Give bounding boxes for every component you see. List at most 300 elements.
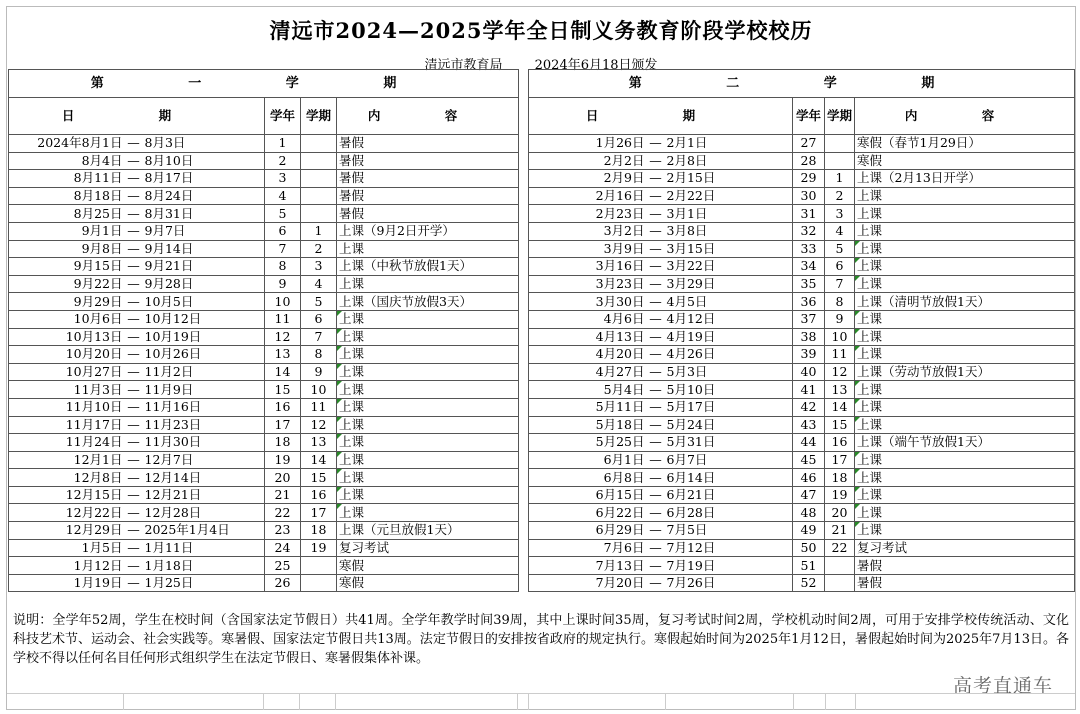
date-dash: — — [125, 275, 143, 293]
date-start: 11月10日 — [9, 398, 125, 416]
date-start: 3月30日 — [529, 293, 647, 311]
date-dash: — — [125, 486, 143, 504]
date-start: 9月29日 — [9, 293, 125, 311]
content-cell: 上课（国庆节放假3天） — [337, 293, 519, 311]
content-cell: 上课（2月13日开学） — [855, 170, 1075, 188]
date-start: 2024年8月1日 — [9, 135, 125, 153]
date-start: 2月9日 — [529, 170, 647, 188]
date-start: 5月18日 — [529, 416, 647, 434]
date-start: 4月13日 — [529, 328, 647, 346]
week-of-year: 51 — [793, 557, 825, 575]
week-of-term: 1 — [301, 222, 337, 240]
date-dash: — — [125, 293, 143, 311]
table-row — [9, 222, 519, 240]
date-start: 9月1日 — [9, 222, 125, 240]
week-of-term: 19 — [301, 539, 337, 557]
content-cell: 上课（元旦放假1天） — [337, 522, 519, 540]
date-dash: — — [125, 258, 143, 276]
date-end: 8月24日 — [143, 187, 265, 205]
table-row — [9, 258, 519, 276]
date-end: 7月5日 — [665, 522, 793, 540]
week-of-year: 7 — [265, 240, 301, 258]
date-end: 11月23日 — [143, 416, 265, 434]
date-start: 10月20日 — [9, 346, 125, 364]
week-of-year: 33 — [793, 240, 825, 258]
date-end: 12月28日 — [143, 504, 265, 522]
table-row — [9, 293, 519, 311]
content-cell: 上课 — [337, 486, 519, 504]
date-end: 4月12日 — [665, 310, 793, 328]
week-of-year: 22 — [265, 504, 301, 522]
date-dash: — — [647, 416, 665, 434]
date-dash: — — [125, 434, 143, 452]
explanation-note: 说明：全学年52周，学生在校时间（含国家法定节假日）共41周。全学年教学时间39周，其中上课时间35周，复习考试时间2周，学校机动时间2周，可用于安排学校传统活动、文化科技艺术节、运动会、社会实践等。寒暑假、国家法定节假日共13周。法定节假日的安排按省政府的规定执行。寒假起始时间为2025年1月12日，暑假起始时间为2025年7月13日。各学校不得以任何名目任何形式组织学生在法定节假日、寒暑假集体补课。 — [13, 613, 1069, 666]
date-end: 5月24日 — [665, 416, 793, 434]
content-cell: 上课 — [337, 451, 519, 469]
table-row — [529, 187, 1075, 205]
week-of-term: 20 — [825, 504, 855, 522]
date-start: 9月22日 — [9, 275, 125, 293]
date-end: 10月12日 — [143, 310, 265, 328]
week-of-term — [825, 135, 855, 153]
semester-2-table — [528, 69, 1075, 592]
date-end: 10月19日 — [143, 328, 265, 346]
table-row — [9, 187, 519, 205]
date-start: 6月15日 — [529, 486, 647, 504]
date-start: 12月22日 — [9, 504, 125, 522]
content-cell: 上课 — [337, 381, 519, 399]
date-end: 7月19日 — [665, 557, 793, 575]
date-end: 9月7日 — [143, 222, 265, 240]
week-of-term: 7 — [301, 328, 337, 346]
week-of-term: 12 — [825, 363, 855, 381]
date-dash: — — [125, 310, 143, 328]
week-of-term: 21 — [825, 522, 855, 540]
date-end: 2月8日 — [665, 152, 793, 170]
date-end: 6月7日 — [665, 451, 793, 469]
date-dash: — — [647, 293, 665, 311]
date-start: 6月29日 — [529, 522, 647, 540]
date-start: 3月16日 — [529, 258, 647, 276]
week-of-term: 3 — [825, 205, 855, 223]
week-of-year: 4 — [265, 187, 301, 205]
week-of-term: 6 — [825, 258, 855, 276]
date-start: 6月8日 — [529, 469, 647, 487]
content-cell: 上课 — [855, 451, 1075, 469]
week-of-year: 21 — [265, 486, 301, 504]
table-row — [529, 398, 1075, 416]
date-end: 12月7日 — [143, 451, 265, 469]
week-of-term: 5 — [301, 293, 337, 311]
table-row — [529, 522, 1075, 540]
week-of-year: 30 — [793, 187, 825, 205]
week-of-year: 29 — [793, 170, 825, 188]
content-cell: 上课 — [337, 416, 519, 434]
date-end: 12月21日 — [143, 486, 265, 504]
week-of-term: 15 — [301, 469, 337, 487]
date-start: 9月15日 — [9, 258, 125, 276]
date-end: 6月14日 — [665, 469, 793, 487]
week-of-term: 4 — [301, 275, 337, 293]
date-end: 5月17日 — [665, 398, 793, 416]
week-of-term: 9 — [825, 310, 855, 328]
table-row — [529, 469, 1075, 487]
date-dash: — — [647, 170, 665, 188]
date-start: 12月1日 — [9, 451, 125, 469]
week-of-year: 48 — [793, 504, 825, 522]
table-row — [529, 258, 1075, 276]
date-end: 2月1日 — [665, 135, 793, 153]
date-start: 10月6日 — [9, 310, 125, 328]
week-of-year: 1 — [265, 135, 301, 153]
date-end: 9月21日 — [143, 258, 265, 276]
date-end: 9月28日 — [143, 275, 265, 293]
date-end: 3月1日 — [665, 205, 793, 223]
content-cell: 上课 — [337, 398, 519, 416]
week-of-term: 17 — [825, 451, 855, 469]
table-row — [9, 240, 519, 258]
date-end: 5月10日 — [665, 381, 793, 399]
table-row — [9, 328, 519, 346]
table-row — [9, 539, 519, 557]
table-row — [9, 398, 519, 416]
date-start: 5月11日 — [529, 398, 647, 416]
date-end: 3月15日 — [665, 240, 793, 258]
header-content: 内 容 — [337, 98, 519, 135]
content-cell: 上课 — [855, 398, 1075, 416]
date-end: 2月22日 — [665, 187, 793, 205]
week-of-year: 39 — [793, 346, 825, 364]
content-cell: 暑假 — [337, 152, 519, 170]
week-of-year: 5 — [265, 205, 301, 223]
date-end: 6月21日 — [665, 486, 793, 504]
date-start: 12月8日 — [9, 469, 125, 487]
date-dash: — — [125, 187, 143, 205]
content-cell: 上课 — [337, 346, 519, 364]
content-cell: 上课 — [855, 328, 1075, 346]
date-dash: — — [125, 222, 143, 240]
table-row — [9, 504, 519, 522]
calendar-sheet — [6, 6, 1076, 710]
content-cell: 暑假 — [337, 170, 519, 188]
content-cell: 寒假 — [855, 152, 1075, 170]
date-dash: — — [125, 381, 143, 399]
date-dash: — — [647, 504, 665, 522]
date-dash: — — [125, 451, 143, 469]
date-dash: — — [647, 152, 665, 170]
table-row — [529, 205, 1075, 223]
week-of-year: 8 — [265, 258, 301, 276]
week-of-year: 9 — [265, 275, 301, 293]
content-cell: 上课 — [337, 275, 519, 293]
table-row — [529, 574, 1075, 592]
content-cell: 上课 — [337, 469, 519, 487]
week-of-year: 28 — [793, 152, 825, 170]
week-of-term: 3 — [301, 258, 337, 276]
content-cell: 上课（端午节放假1天） — [855, 434, 1075, 452]
date-dash: — — [125, 135, 143, 153]
date-start: 11月24日 — [9, 434, 125, 452]
content-cell: 寒假（春节1月29日） — [855, 135, 1075, 153]
table-row — [9, 486, 519, 504]
date-dash: — — [647, 258, 665, 276]
date-start: 7月6日 — [529, 539, 647, 557]
semester-1-table — [8, 69, 519, 592]
date-start: 5月25日 — [529, 434, 647, 452]
date-end: 11月9日 — [143, 381, 265, 399]
table-row — [9, 557, 519, 575]
date-start: 10月13日 — [9, 328, 125, 346]
week-of-term — [301, 574, 337, 592]
week-of-term: 13 — [825, 381, 855, 399]
header-date: 日 期 — [9, 98, 265, 135]
content-cell: 上课（9月2日开学） — [337, 222, 519, 240]
date-end: 2025年1月4日 — [143, 522, 265, 540]
date-end: 5月31日 — [665, 434, 793, 452]
date-end: 4月26日 — [665, 346, 793, 364]
content-cell: 上课 — [855, 346, 1075, 364]
content-cell: 上课 — [855, 381, 1075, 399]
week-of-term: 2 — [301, 240, 337, 258]
week-of-year: 23 — [265, 522, 301, 540]
date-end: 1月18日 — [143, 557, 265, 575]
week-of-term: 18 — [825, 469, 855, 487]
week-of-term: 11 — [301, 398, 337, 416]
week-of-term: 2 — [825, 187, 855, 205]
week-of-term — [301, 152, 337, 170]
date-start: 8月4日 — [9, 152, 125, 170]
date-dash: — — [647, 328, 665, 346]
table-row — [9, 469, 519, 487]
table-row — [529, 486, 1075, 504]
date-start: 12月15日 — [9, 486, 125, 504]
date-start: 8月11日 — [9, 170, 125, 188]
table-row — [529, 381, 1075, 399]
table-row — [529, 310, 1075, 328]
week-of-term: 14 — [825, 398, 855, 416]
week-of-year: 27 — [793, 135, 825, 153]
date-start: 7月13日 — [529, 557, 647, 575]
table-row — [529, 240, 1075, 258]
header-week-term: 学期 — [825, 98, 855, 135]
page-title: 清远市2024—2025学年全日制义务教育阶段学校校历 — [269, 18, 813, 43]
table-row — [9, 416, 519, 434]
week-of-term: 19 — [825, 486, 855, 504]
date-start: 8月25日 — [9, 205, 125, 223]
date-start: 9月8日 — [9, 240, 125, 258]
week-of-year: 41 — [793, 381, 825, 399]
week-of-term: 16 — [825, 434, 855, 452]
date-end: 5月3日 — [665, 363, 793, 381]
week-of-term — [301, 135, 337, 153]
table-row — [529, 152, 1075, 170]
content-cell: 上课 — [337, 310, 519, 328]
date-end: 3月29日 — [665, 275, 793, 293]
week-of-year: 24 — [265, 539, 301, 557]
date-start: 11月3日 — [9, 381, 125, 399]
week-of-year: 16 — [265, 398, 301, 416]
week-of-term: 18 — [301, 522, 337, 540]
date-dash: — — [647, 381, 665, 399]
date-start: 8月18日 — [9, 187, 125, 205]
week-of-year: 10 — [265, 293, 301, 311]
week-of-year: 36 — [793, 293, 825, 311]
date-end: 4月5日 — [665, 293, 793, 311]
content-cell: 上课 — [337, 363, 519, 381]
table-row — [9, 275, 519, 293]
table-row — [529, 451, 1075, 469]
date-dash: — — [647, 310, 665, 328]
week-of-term: 10 — [825, 328, 855, 346]
week-of-year: 12 — [265, 328, 301, 346]
date-dash: — — [647, 240, 665, 258]
date-end: 8月3日 — [143, 135, 265, 153]
week-of-term — [301, 170, 337, 188]
table-row — [529, 539, 1075, 557]
date-end: 2月15日 — [665, 170, 793, 188]
content-cell: 上课 — [337, 504, 519, 522]
week-of-term — [301, 205, 337, 223]
table-row — [529, 346, 1075, 364]
date-start: 4月6日 — [529, 310, 647, 328]
week-of-year: 15 — [265, 381, 301, 399]
date-dash: — — [647, 469, 665, 487]
date-dash: — — [125, 469, 143, 487]
week-of-year: 32 — [793, 222, 825, 240]
content-cell: 暑假 — [855, 557, 1075, 575]
date-start: 5月4日 — [529, 381, 647, 399]
table-row — [9, 152, 519, 170]
week-of-term: 7 — [825, 275, 855, 293]
content-cell: 上课 — [855, 310, 1075, 328]
date-end: 6月28日 — [665, 504, 793, 522]
content-cell: 上课 — [855, 240, 1075, 258]
week-of-term: 9 — [301, 363, 337, 381]
week-of-year: 14 — [265, 363, 301, 381]
week-of-term: 22 — [825, 539, 855, 557]
table-row — [9, 363, 519, 381]
week-of-term: 6 — [301, 310, 337, 328]
date-dash: — — [647, 486, 665, 504]
header-week-year: 学年 — [793, 98, 825, 135]
semester-1-title: 第 一 学 期 — [9, 70, 519, 98]
week-of-year: 3 — [265, 170, 301, 188]
table-row — [9, 451, 519, 469]
week-of-term: 13 — [301, 434, 337, 452]
date-start: 3月9日 — [529, 240, 647, 258]
week-of-year: 40 — [793, 363, 825, 381]
week-of-year: 26 — [265, 574, 301, 592]
date-end: 10月5日 — [143, 293, 265, 311]
date-end: 1月11日 — [143, 539, 265, 557]
table-row — [529, 504, 1075, 522]
table-row — [9, 381, 519, 399]
week-of-year: 50 — [793, 539, 825, 557]
content-cell: 上课（中秋节放假1天） — [337, 258, 519, 276]
date-start: 6月22日 — [529, 504, 647, 522]
week-of-year: 45 — [793, 451, 825, 469]
table-row — [9, 522, 519, 540]
date-dash: — — [125, 504, 143, 522]
date-dash: — — [125, 416, 143, 434]
week-of-year: 19 — [265, 451, 301, 469]
date-dash: — — [647, 222, 665, 240]
date-end: 7月26日 — [665, 574, 793, 592]
date-dash: — — [125, 557, 143, 575]
date-dash: — — [125, 170, 143, 188]
table-row — [9, 434, 519, 452]
table-row — [529, 434, 1075, 452]
date-dash: — — [647, 451, 665, 469]
date-dash: — — [647, 275, 665, 293]
date-dash: — — [125, 363, 143, 381]
date-end: 8月10日 — [143, 152, 265, 170]
date-end: 11月2日 — [143, 363, 265, 381]
date-end: 8月31日 — [143, 205, 265, 223]
date-dash: — — [125, 398, 143, 416]
week-of-term — [301, 187, 337, 205]
table-row — [529, 222, 1075, 240]
date-dash: — — [125, 205, 143, 223]
table-row — [529, 170, 1075, 188]
content-cell: 暑假 — [337, 187, 519, 205]
content-cell: 暑假 — [337, 205, 519, 223]
date-end: 3月22日 — [665, 258, 793, 276]
week-of-year: 38 — [793, 328, 825, 346]
date-dash: — — [125, 574, 143, 592]
week-of-year: 46 — [793, 469, 825, 487]
week-of-term: 1 — [825, 170, 855, 188]
date-end: 10月26日 — [143, 346, 265, 364]
week-of-term: 12 — [301, 416, 337, 434]
date-end: 8月17日 — [143, 170, 265, 188]
date-start: 1月26日 — [529, 135, 647, 153]
week-of-year: 25 — [265, 557, 301, 575]
header-content: 内 容 — [855, 98, 1075, 135]
week-of-year: 47 — [793, 486, 825, 504]
week-of-year: 42 — [793, 398, 825, 416]
content-cell: 复习考试 — [337, 539, 519, 557]
table-row — [9, 170, 519, 188]
week-of-term: 10 — [301, 381, 337, 399]
week-of-year: 13 — [265, 346, 301, 364]
content-cell: 上课（劳动节放假1天） — [855, 363, 1075, 381]
week-of-year: 37 — [793, 310, 825, 328]
week-of-year: 20 — [265, 469, 301, 487]
content-cell: 上课 — [855, 416, 1075, 434]
date-dash: — — [647, 205, 665, 223]
issuer-date: 2024年6月18日颁发 — [534, 58, 658, 73]
date-start: 2月23日 — [529, 205, 647, 223]
content-cell: 寒假 — [337, 574, 519, 592]
date-start: 11月17日 — [9, 416, 125, 434]
week-of-year: 11 — [265, 310, 301, 328]
content-cell: 上课 — [855, 258, 1075, 276]
week-of-year: 49 — [793, 522, 825, 540]
date-start: 1月5日 — [9, 539, 125, 557]
week-of-year: 17 — [265, 416, 301, 434]
date-end: 11月16日 — [143, 398, 265, 416]
date-dash: — — [647, 557, 665, 575]
date-dash: — — [647, 346, 665, 364]
date-dash: — — [125, 539, 143, 557]
content-cell: 上课 — [855, 205, 1075, 223]
date-start: 7月20日 — [529, 574, 647, 592]
date-start: 3月2日 — [529, 222, 647, 240]
week-of-term: 5 — [825, 240, 855, 258]
date-dash: — — [647, 522, 665, 540]
content-cell: 上课 — [855, 469, 1075, 487]
